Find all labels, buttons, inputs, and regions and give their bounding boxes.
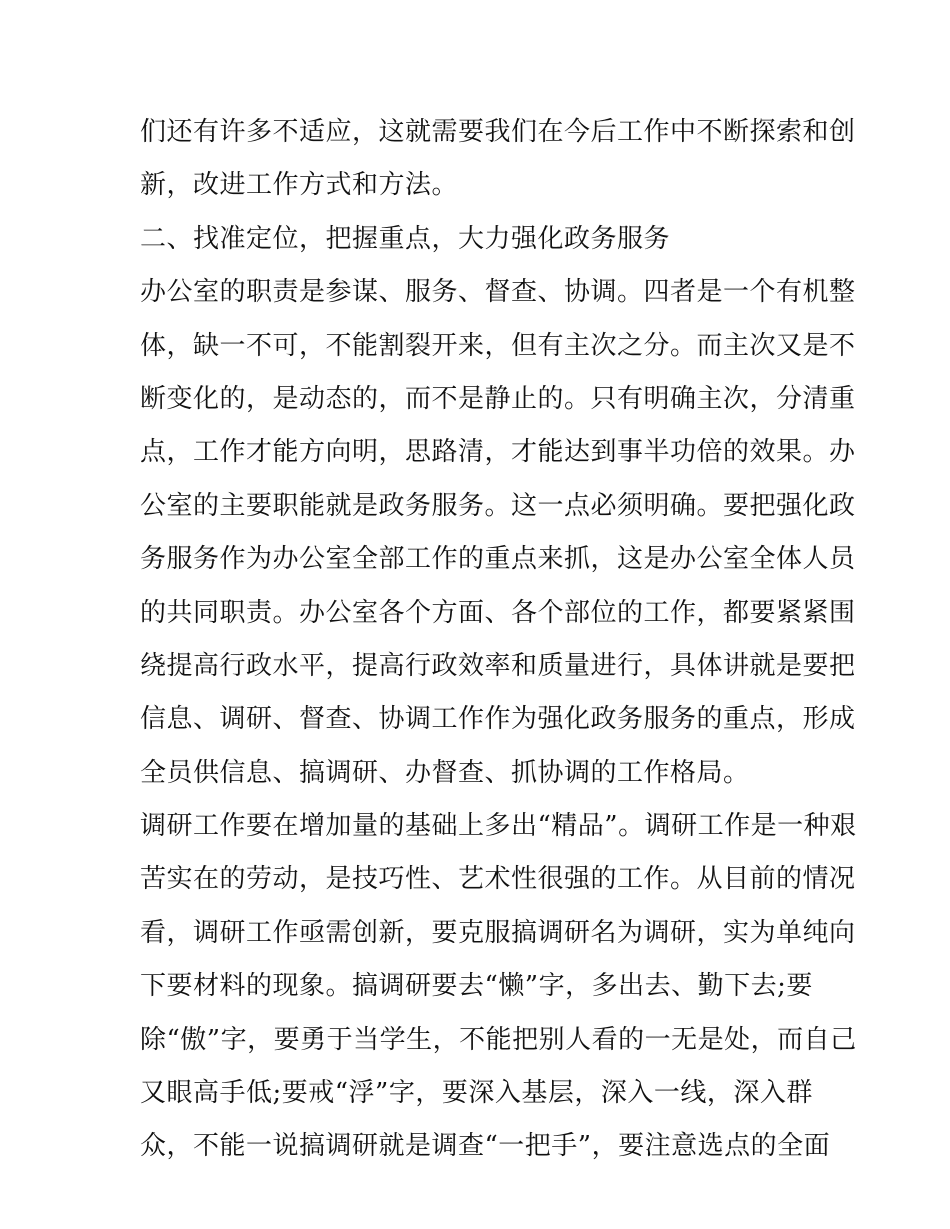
text-line-13: 全员供信息、搞调研、办督查、抓协调的工作格局。 <box>140 757 750 788</box>
text-line-2: 新，改进工作方式和方法。 <box>140 170 459 201</box>
section-heading: 二、找准定位，把握重点，大力强化政务服务 <box>140 223 671 254</box>
text-line-16: 看，调研工作亟需创新，要克服搞调研名为调研，实为单纯向 <box>140 917 856 948</box>
text-line-11: 绕提高行政水平，提高行政效率和质量进行，具体讲就是要把 <box>140 650 856 681</box>
text-line-18: 除“傲”字，要勇于当学生，不能把别人看的一无是处，而自己 <box>140 1024 857 1055</box>
text-line-8: 公室的主要职能就是政务服务。这一点必须明确。要把强化政 <box>140 490 856 521</box>
text-line-10: 的共同职责。办公室各个方面、各个部位的工作，都要紧紧围 <box>140 597 856 628</box>
text-line-5: 体，缺一不可，不能割裂开来，但有主次之分。而主次又是不 <box>140 330 856 361</box>
text-line-14: 调研工作要在增加量的基础上多出“精品”。调研工作是一种艰 <box>140 811 857 842</box>
body-text <box>140 106 857 1174</box>
text-line-19: 又眼高手低;要戒“浮”字，要深入基层，深入一线，深入群 <box>140 1078 813 1109</box>
text-line-9: 务服务作为办公室全部工作的重点来抓，这是办公室全体人员 <box>140 544 856 575</box>
text-line-15: 苦实在的劳动，是技巧性、艺术性很强的工作。从目前的情况 <box>140 864 856 895</box>
text-line-17: 下要材料的现象。搞调研要去“懒”字，多出去、勤下去;要 <box>140 971 813 1002</box>
text-line-1: 们还有许多不适应，这就需要我们在今后工作中不断探索和创 <box>140 117 856 147</box>
text-line-7: 点，工作才能方向明，思路清，才能达到事半功倍的效果。办 <box>140 437 856 468</box>
text-line-4: 办公室的职责是参谋、服务、督查、协调。四者是一个有机整 <box>140 277 856 308</box>
text-line-12: 信息、调研、督查、协调工作作为强化政务服务的重点，形成 <box>140 704 856 735</box>
text-line-6: 断变化的，是动态的，而不是静止的。只有明确主次，分清重 <box>140 383 856 414</box>
text-line-20: 众，不能一说搞调研就是调查“一把手”，要注意选点的全面 <box>140 1131 831 1162</box>
